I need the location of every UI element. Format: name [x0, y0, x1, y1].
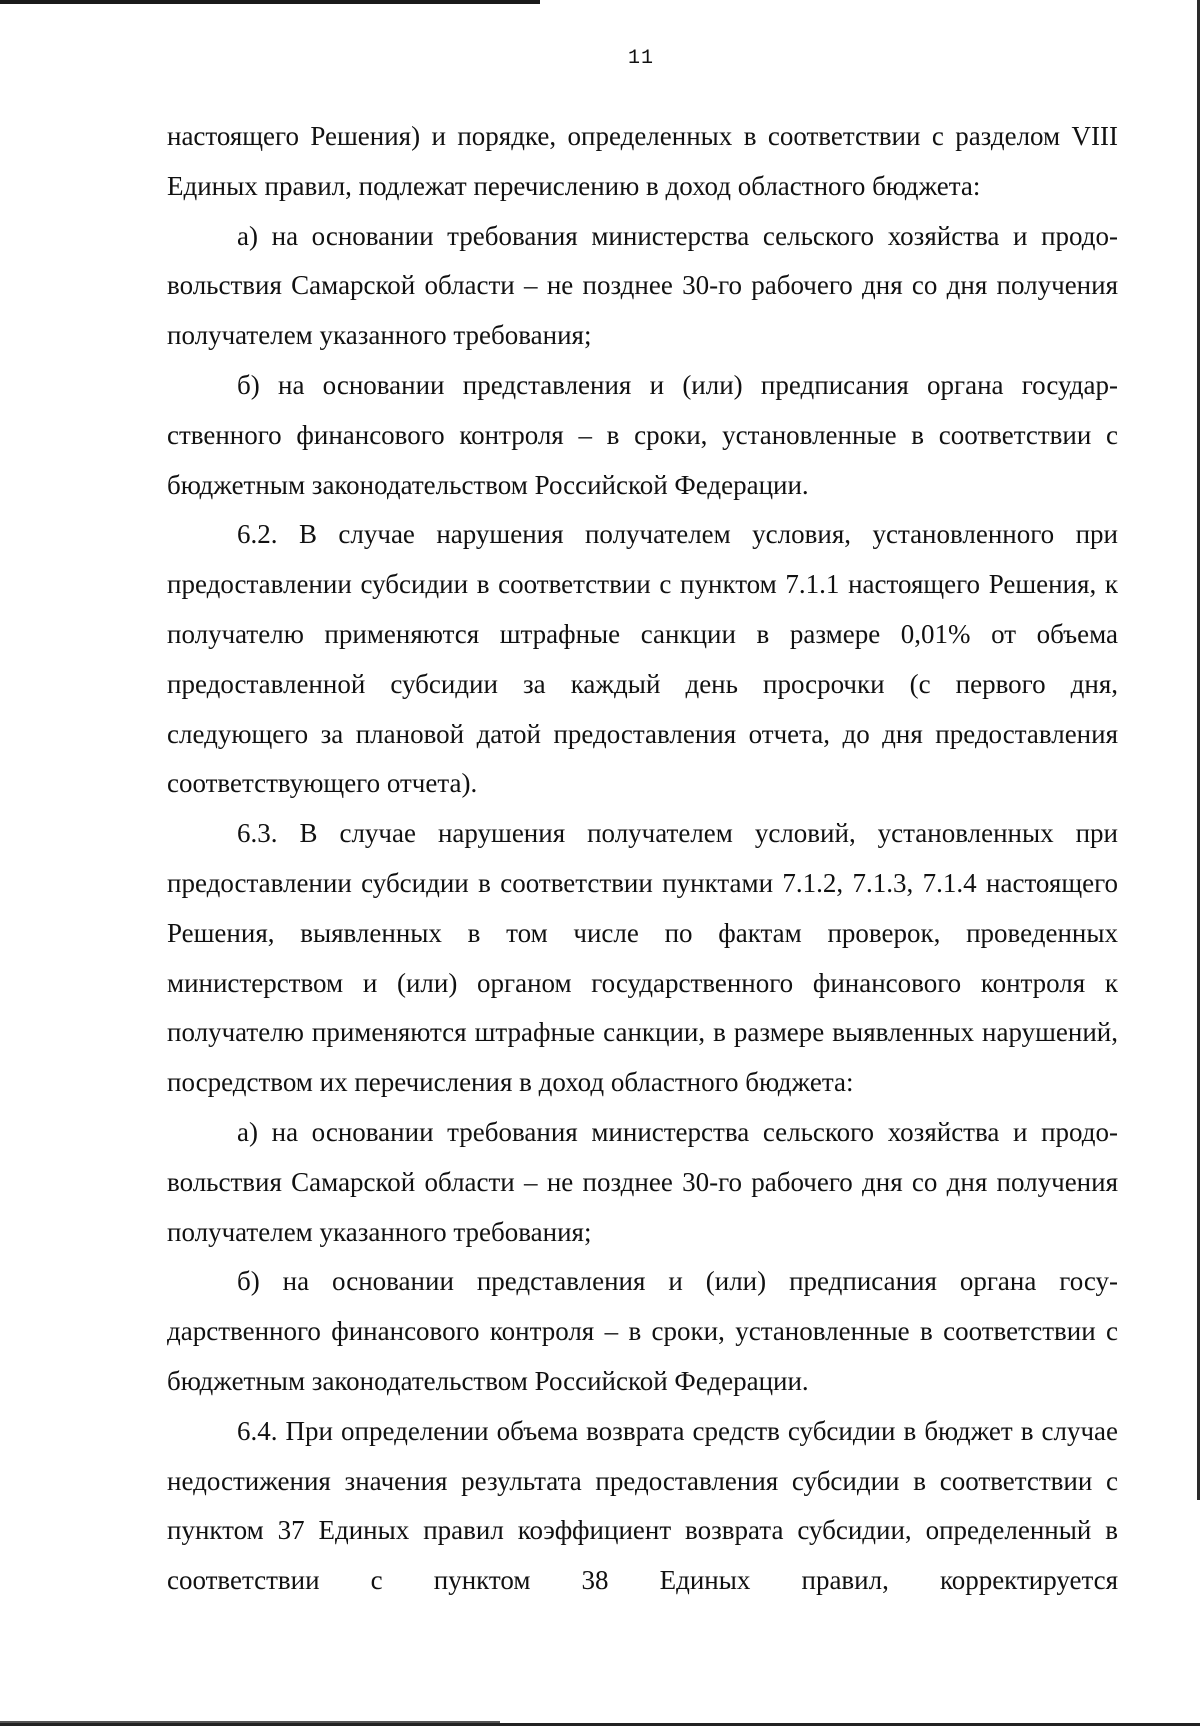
paragraph-6-2: 6.2. В случае нарушения получателем условия, установленного при предоставлении субсидии в соответствии с пунктом 7.1.1 настоящего Решения, к получателю применяются штрафные санкции в размере 0,01% от объема предоставленной субсидии за каждый день просрочки (с первого дня, следующего за плановой датой предоставления отчета, до дня предоставления соответствующего отчета).	[167, 519, 1118, 799]
document-body	[167, 112, 1118, 1606]
page-number: 11	[627, 47, 654, 70]
paragraph-6-4: 6.4. При определении объема возврата средств субсидии в бюджет в случае недостижения значения результата предоставления субсидии в соответствии с пунктом 37 Единых правил коэффициент возврата субсидии, определенный в соответствии с пунктом 38 Единых правил, корректируется	[167, 1415, 1118, 1596]
paragraph-continuation: настоящего Решения) и порядке, определенных в соответствии с разделом VIII Единых правил, подлежат перечислению в доход областного бюджета:	[167, 121, 1118, 201]
paragraph-6-1-b: б) на основании представления и (или) предписания органа государственного финансового контроля – в сроки, установленные в соответствии с бюджетным законодательством Российской Федерации.	[167, 369, 1118, 500]
paragraph-6-3-a: а) на основании требования министерства сельского хозяйства и продовольствия Самарской области – не позднее 30-го рабочего дня со дня получения получателем указанного требования;	[167, 1116, 1118, 1247]
paragraph-6-1-a: а) на основании требования министерства сельского хозяйства и продовольствия Самарской области – не позднее 30-го рабочего дня со дня получения получателем указанного требования;	[167, 220, 1118, 351]
scan-border-top	[0, 0, 540, 4]
paragraph-6-3: 6.3. В случае нарушения получателем условий, установленных при предоставлении субсидии в соответствии пунктами 7.1.2, 7.1.3, 7.1.4 настоящего Решения, выявленных в том числе по фактам проверок, проведенных министерством и (или) органом государственного финансового контроля к получателю применяются штрафные санкции, в размере выявленных нарушений, посредством их перечисления в доход областного бюджета:	[167, 818, 1118, 1098]
paragraph-6-3-b: б) на основании представления и (или) предписания органа государственного финансового контроля – в сроки, установленные в соответствии с бюджетным законодательством Российской Федерации.	[167, 1266, 1118, 1396]
